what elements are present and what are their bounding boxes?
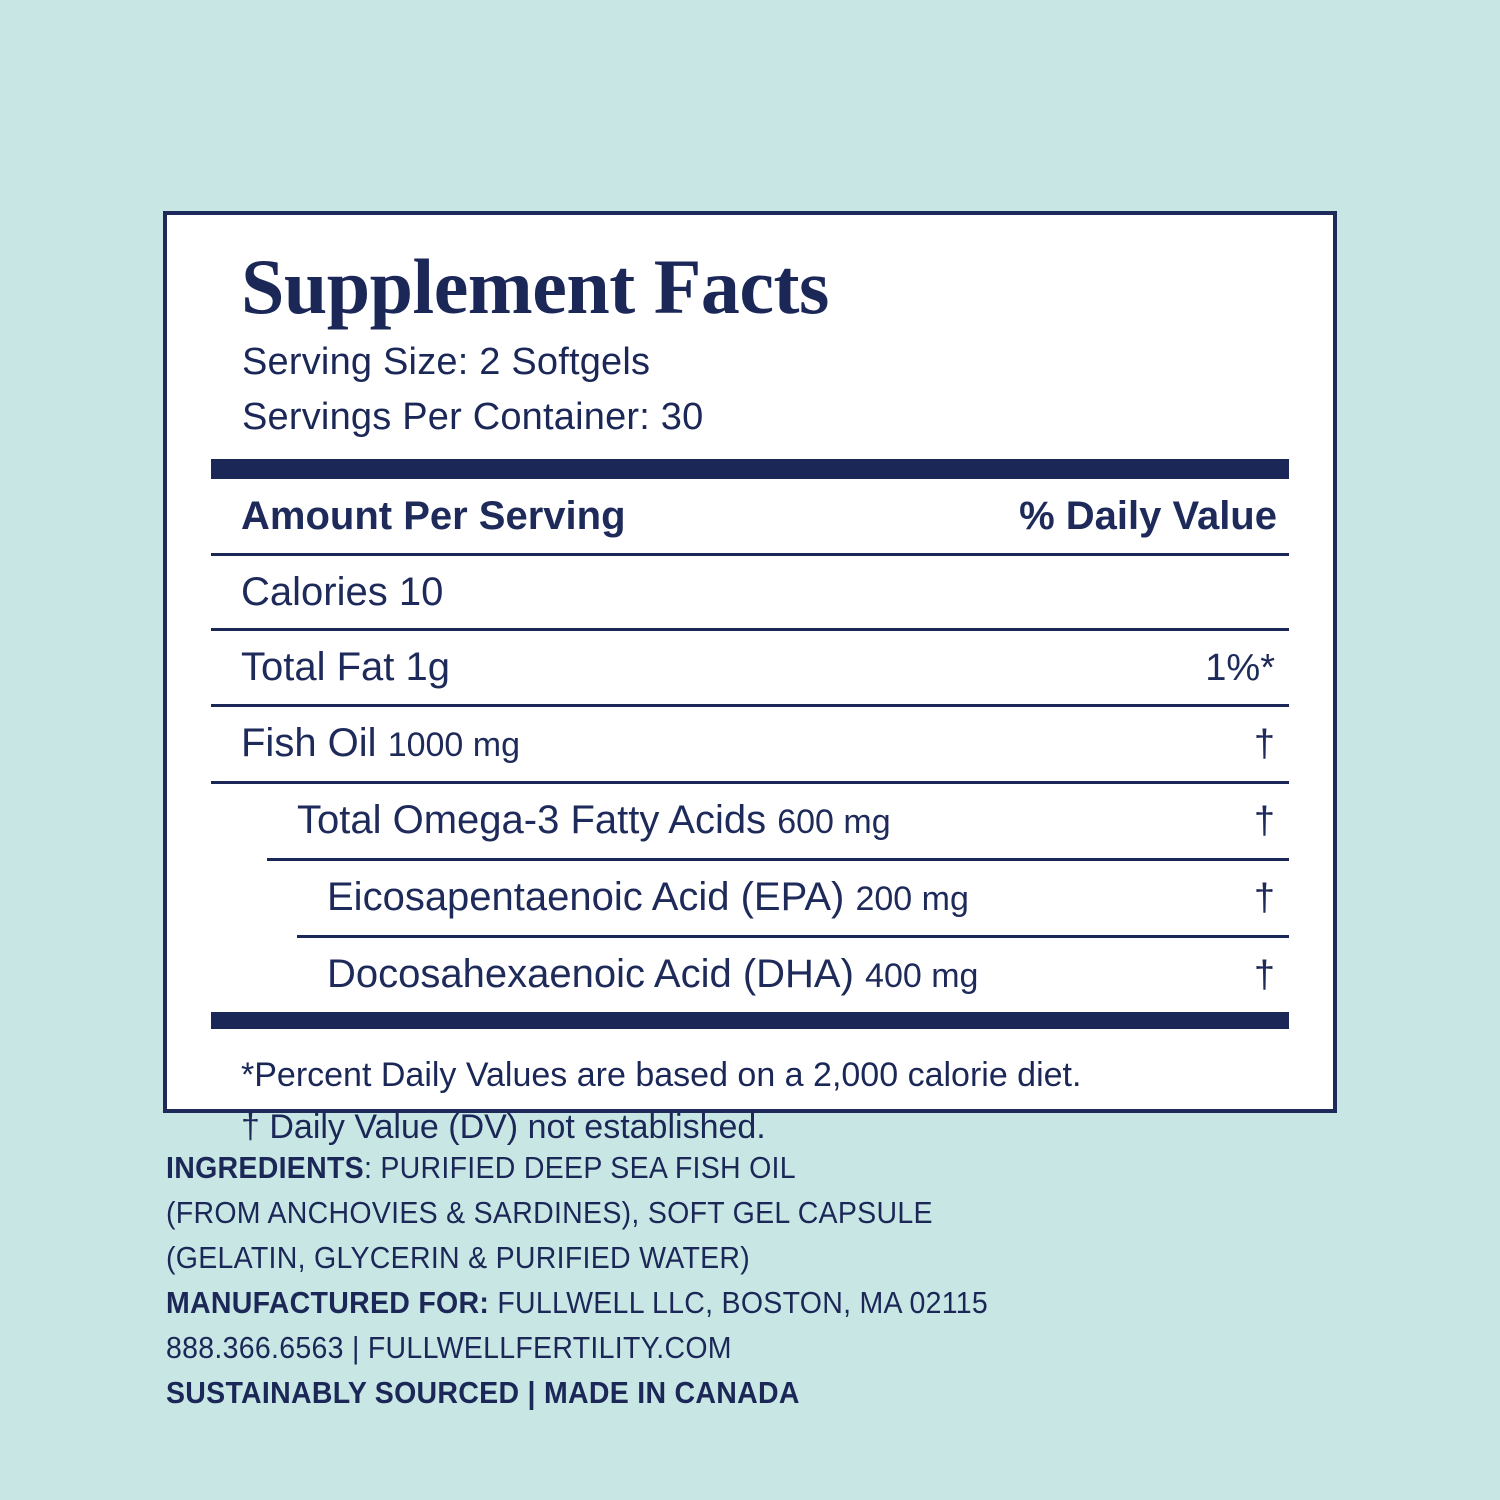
daily-value-label: % Daily Value	[1019, 494, 1277, 538]
nutrient-dv: 1%*	[1205, 647, 1275, 689]
page-title: Supplement Facts	[241, 243, 829, 330]
nutrient-amount: 400 mg	[865, 957, 979, 995]
table-row	[211, 707, 1289, 781]
manufactured-for-line	[166, 1280, 1270, 1325]
sourcing-text: SUSTAINABLY SOURCED | MADE IN CANADA	[166, 1375, 800, 1410]
contact-line[interactable]: 888.366.6563 | FULLWELLFERTILITY.COM	[166, 1330, 732, 1365]
ingredients-label: INGREDIENTS	[166, 1150, 364, 1185]
divider-thick-top	[211, 459, 1289, 479]
nutrient-dv: †	[1253, 723, 1275, 765]
nutrient-dv: †	[1253, 877, 1275, 919]
sourcing-line	[166, 1370, 1270, 1415]
table-row	[211, 631, 1289, 704]
ingredients-line-2: (FROM ANCHOVIES & SARDINES), SOFT GEL CAPSULE	[166, 1195, 933, 1230]
amount-per-serving-label: Amount Per Serving	[241, 494, 626, 538]
nutrient-name-with-amount	[327, 863, 969, 933]
table-row	[211, 784, 1289, 858]
label-footer-text	[166, 1145, 1366, 1415]
footnotes	[241, 1049, 1289, 1153]
nutrient-name: Fish Oil	[241, 721, 377, 765]
ingredients-line-1-rest: : PURIFIED DEEP SEA FISH OIL	[363, 1150, 796, 1185]
nutrient-amount: 600 mg	[777, 803, 891, 841]
nutrient-dv: †	[1253, 800, 1275, 842]
footnote-dv-not-established: † Daily Value (DV) not established.	[241, 1108, 766, 1146]
nutrient-amount: 200 mg	[855, 880, 969, 918]
table-row	[211, 938, 1289, 1012]
manufactured-for-value: FULLWELL LLC, BOSTON, MA 02115	[489, 1285, 989, 1320]
supplement-facts-panel	[163, 211, 1337, 1146]
facts-table-header	[211, 479, 1289, 553]
nutrient-name: Total Omega-3 Fatty Acids	[297, 798, 767, 842]
manufactured-for-label: MANUFACTURED FOR:	[166, 1285, 490, 1320]
servings-per-container-text: Servings Per Container: 30	[242, 396, 704, 438]
nutrient-name: Docosahexaenoic Acid (DHA)	[327, 952, 854, 996]
table-row	[211, 556, 1289, 628]
serving-size-text: Serving Size: 2 Softgels	[242, 341, 651, 383]
nutrient-name-with-amount	[327, 940, 978, 1010]
ingredients-line-1	[166, 1145, 1270, 1190]
nutrient-dv: †	[1253, 954, 1275, 996]
nutrient-name: Total Fat 1g	[241, 645, 451, 689]
nutrient-name: Eicosapentaenoic Acid (EPA)	[327, 875, 845, 919]
nutrient-name-with-amount	[297, 786, 891, 856]
footnote-percent-dv: *Percent Daily Values are based on a 2,000 calorie diet.	[241, 1056, 1082, 1094]
table-row	[211, 861, 1289, 935]
nutrient-amount: 1000 mg	[387, 726, 521, 764]
nutrient-name: Calories 10	[241, 570, 444, 614]
divider-thick-bottom	[211, 1012, 1289, 1029]
ingredients-line-3: (GELATIN, GLYCERIN & PURIFIED WATER)	[166, 1240, 751, 1275]
nutrient-name-with-amount	[241, 709, 520, 779]
